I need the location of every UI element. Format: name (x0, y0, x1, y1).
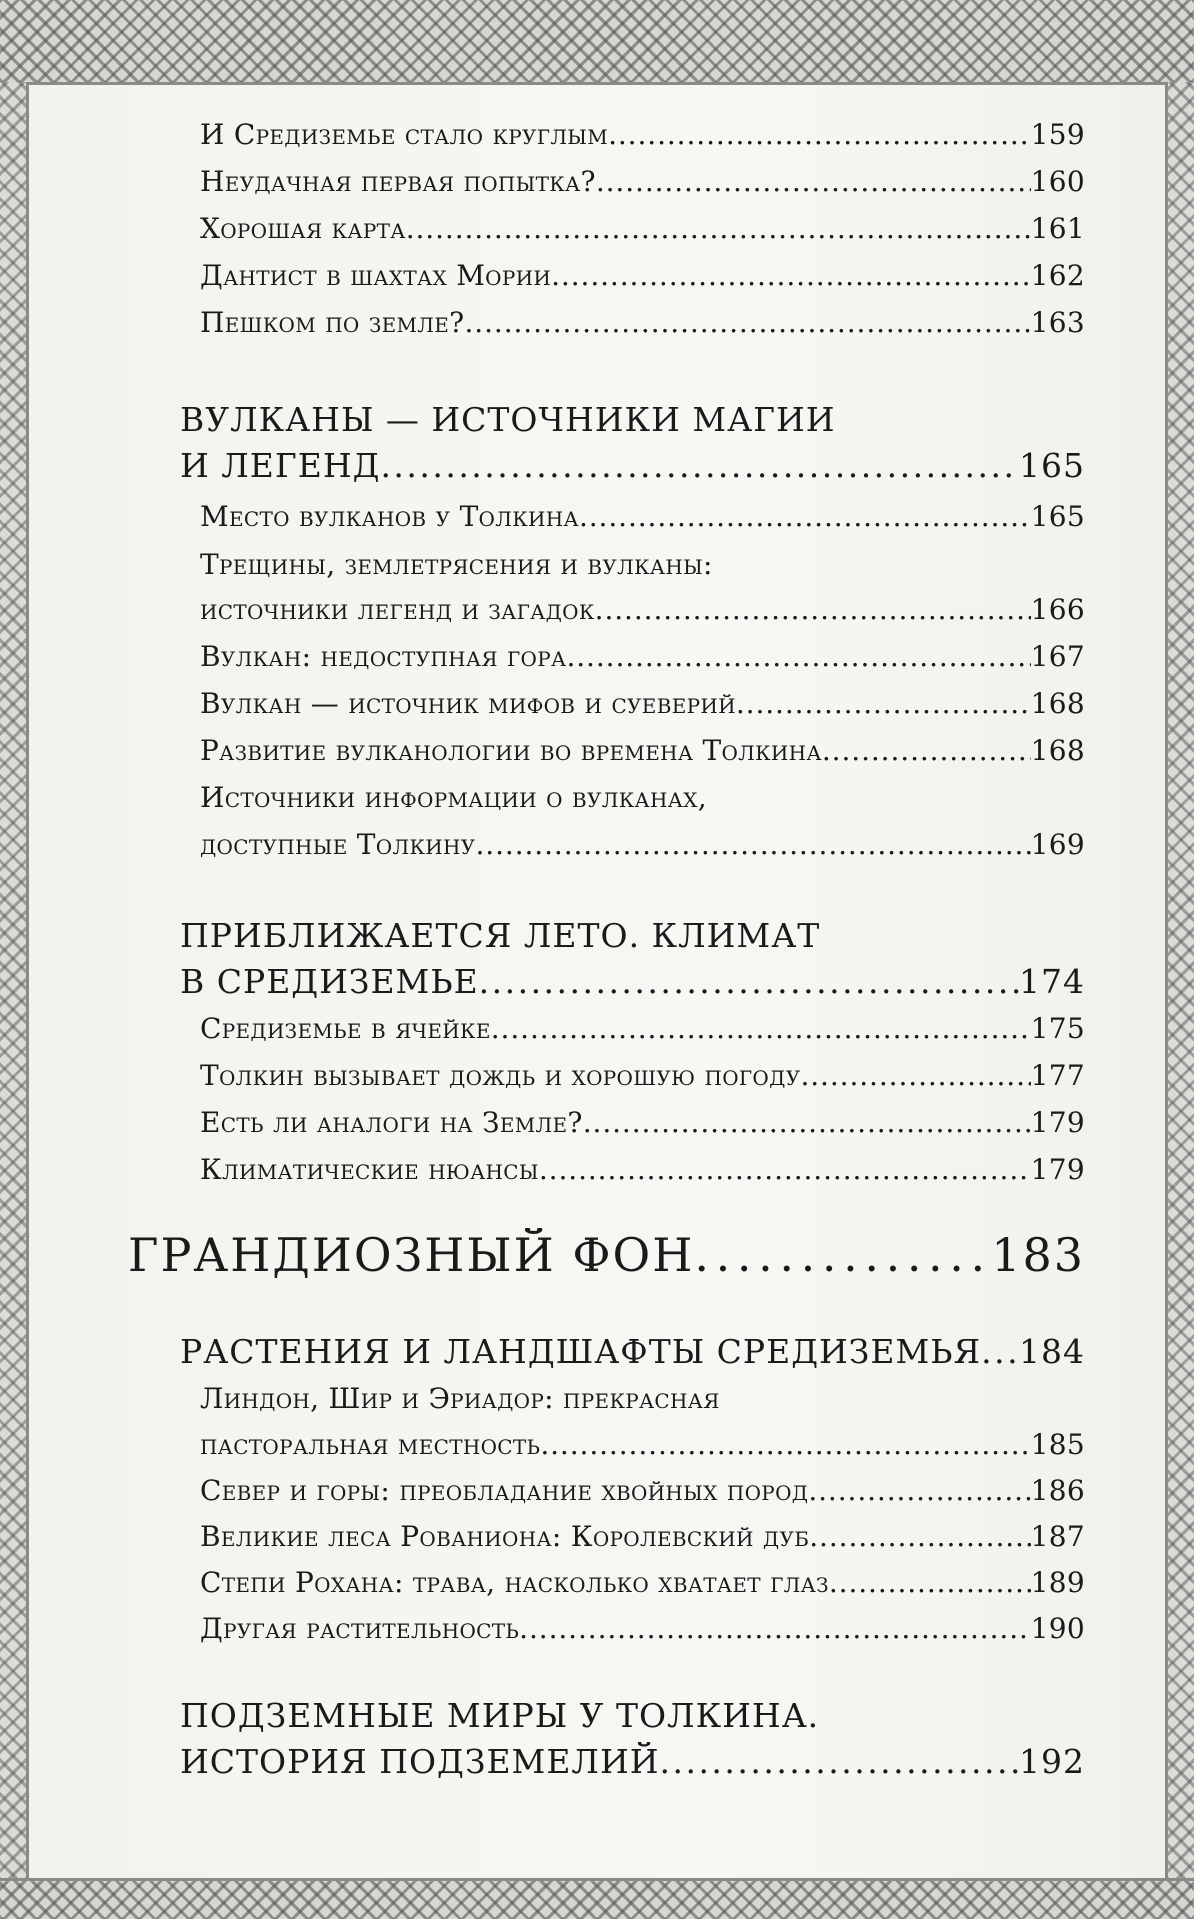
section-heading-title: РАСТЕНИЯ И ЛАНДШАФТЫ СРЕДИЗЕМЬЯ (180, 1332, 982, 1371)
toc-entry-title: Степи Рохана: трава, насколько хватает глаз (200, 1566, 829, 1599)
toc-entry-title: Дантист в шахтах Мории (200, 259, 552, 292)
toc-leader-dots (809, 1520, 1030, 1553)
toc-leader-dots (981, 1332, 1019, 1371)
toc-leader-dots (539, 1153, 1031, 1186)
section-heading[interactable] (180, 1332, 1085, 1371)
toc-entry[interactable] (200, 165, 1085, 198)
toc-entry-page: 187 (1030, 1520, 1085, 1553)
toc-leader-dots (595, 593, 1031, 626)
toc-entry-title: Вулкан — источник мифов и суеверий (200, 687, 736, 720)
toc-entry[interactable] (200, 118, 1085, 151)
toc-leader-dots (829, 1566, 1031, 1599)
toc-entry[interactable] (200, 1566, 1085, 1599)
toc-entry[interactable] (200, 687, 1085, 720)
toc-entry-page: 162 (1030, 259, 1085, 292)
toc-entry-page: 190 (1030, 1612, 1085, 1645)
toc-entry-title: Развитие вулканологии во времена Толкина (200, 734, 822, 767)
toc-entry-title: Вулкан: недоступная гора (200, 640, 567, 673)
section-heading[interactable] (180, 446, 1085, 485)
toc-leader-dots (822, 734, 1031, 767)
toc-leader-dots (596, 165, 1031, 198)
toc-entry-title: Другая растительность (200, 1612, 520, 1645)
section-heading-title: В СРЕДИЗЕМЬЕ (180, 962, 479, 1001)
toc-leader-dots (566, 640, 1030, 673)
toc-leader-dots (380, 446, 1019, 485)
toc-entry-page: 165 (1030, 500, 1085, 533)
toc-entry[interactable] (200, 1428, 1085, 1461)
toc-entry-page: 163 (1030, 306, 1085, 339)
part-heading-title: ГРАНДИОЗНЫЙ ФОН (128, 1228, 695, 1282)
toc-entry-title: Великие леса Рованиона: Королевский дуб (200, 1520, 810, 1553)
toc-entry-title: доступные Толкину (200, 828, 476, 861)
toc-entry[interactable] (200, 734, 1085, 767)
toc-entry-line: Трещины, землетрясения и вулканы: (200, 548, 713, 581)
toc-entry-line: Источники информации о вулканах, (200, 781, 707, 814)
toc-entry-title: Толкин вызывает дождь и хорошую погоду (200, 1059, 801, 1092)
toc-leader-dots (479, 962, 1019, 1001)
part-heading-page: 183 (991, 1228, 1085, 1282)
toc-entry-page: 186 (1030, 1474, 1085, 1507)
toc-leader-dots (660, 1742, 1019, 1781)
toc-leader-dots (808, 1474, 1030, 1507)
toc-leader-dots (476, 828, 1031, 861)
toc-entry-title: Климатические нюансы (200, 1153, 539, 1186)
section-heading[interactable] (180, 1742, 1085, 1781)
section-heading-line: ВУЛКАНЫ — ИСТОЧНИКИ МАГИИ (180, 400, 836, 439)
toc-entry-page: 179 (1030, 1153, 1085, 1186)
toc-entry-title: Север и горы: преобладание хвойных пород (200, 1474, 809, 1507)
toc-entry-page: 168 (1030, 734, 1085, 767)
toc-leader-dots (608, 118, 1031, 151)
toc-entry-page: 179 (1030, 1106, 1085, 1139)
section-heading-page: 192 (1019, 1742, 1085, 1781)
toc-leader-dots (464, 306, 1030, 339)
toc-entry-page: 166 (1030, 593, 1085, 626)
toc-leader-dots (406, 212, 1031, 245)
toc-leader-dots (551, 259, 1031, 292)
toc-entry[interactable] (200, 640, 1085, 673)
toc-entry-title: Средиземье в ячейке (200, 1012, 491, 1045)
toc-entry-title: Место вулканов у Толкина (200, 500, 579, 533)
toc-leader-dots (491, 1012, 1031, 1045)
toc-entry-title: Неудачная первая попытка? (200, 165, 596, 198)
toc-leader-dots (519, 1612, 1030, 1645)
part-heading[interactable] (128, 1228, 1085, 1282)
toc-leader-dots (540, 1428, 1030, 1461)
toc-entry-page: 168 (1030, 687, 1085, 720)
toc-entry[interactable] (200, 1012, 1085, 1045)
toc-leader-dots (736, 687, 1031, 720)
toc-entry[interactable] (200, 1106, 1085, 1139)
toc-entry[interactable] (200, 1612, 1085, 1645)
section-heading-page: 165 (1019, 446, 1085, 485)
toc-entry[interactable] (200, 500, 1085, 533)
section-heading-page: 184 (1019, 1332, 1085, 1371)
section-heading[interactable] (180, 962, 1085, 1001)
toc-entry[interactable] (200, 593, 1085, 626)
toc-entry[interactable] (200, 1474, 1085, 1507)
toc-entry-title: источники легенд и загадок (200, 593, 595, 626)
toc-entry-title: Пешком по земле? (200, 306, 465, 339)
toc-entry-line: Линдон, Шир и Эриадор: прекрасная (200, 1382, 720, 1415)
toc-entry[interactable] (200, 306, 1085, 339)
toc-entry-title: И Средиземье стало круглым (200, 118, 609, 151)
toc-entry[interactable] (200, 212, 1085, 245)
toc-entry-page: 185 (1030, 1428, 1085, 1461)
toc-entry[interactable] (200, 1153, 1085, 1186)
toc-leader-dots (583, 1106, 1031, 1139)
toc-leader-dots (694, 1228, 991, 1282)
toc-entry-page: 167 (1030, 640, 1085, 673)
section-heading-line: ПОДЗЕМНЫЕ МИРЫ У ТОЛКИНА. (180, 1696, 820, 1735)
section-heading-page: 174 (1019, 962, 1085, 1001)
toc-entry[interactable] (200, 1059, 1085, 1092)
toc-entry-title: пасторальная местность (200, 1428, 541, 1461)
toc-entry-title: Хорошая карта (200, 212, 406, 245)
toc-entry-page: 159 (1030, 118, 1085, 151)
toc-entry-page: 161 (1030, 212, 1085, 245)
toc-entry[interactable] (200, 1520, 1085, 1553)
toc-leader-dots (800, 1059, 1030, 1092)
section-heading-title: И ЛЕГЕНД (180, 446, 381, 485)
toc-entry-page: 160 (1030, 165, 1085, 198)
toc-leader-dots (579, 500, 1031, 533)
toc-entry[interactable] (200, 259, 1085, 292)
toc-entry-title: Есть ли аналоги на Земле? (200, 1106, 583, 1139)
toc-entry-page: 175 (1030, 1012, 1085, 1045)
toc-entry-page: 169 (1030, 828, 1085, 861)
toc-entry-page: 189 (1030, 1566, 1085, 1599)
section-heading-line: ПРИБЛИЖАЕТСЯ ЛЕТО. КЛИМАТ (180, 916, 821, 955)
toc-entry[interactable] (200, 828, 1085, 861)
section-heading-title: ИСТОРИЯ ПОДЗЕМЕЛИЙ (180, 1742, 660, 1781)
toc-entry-page: 177 (1030, 1059, 1085, 1092)
